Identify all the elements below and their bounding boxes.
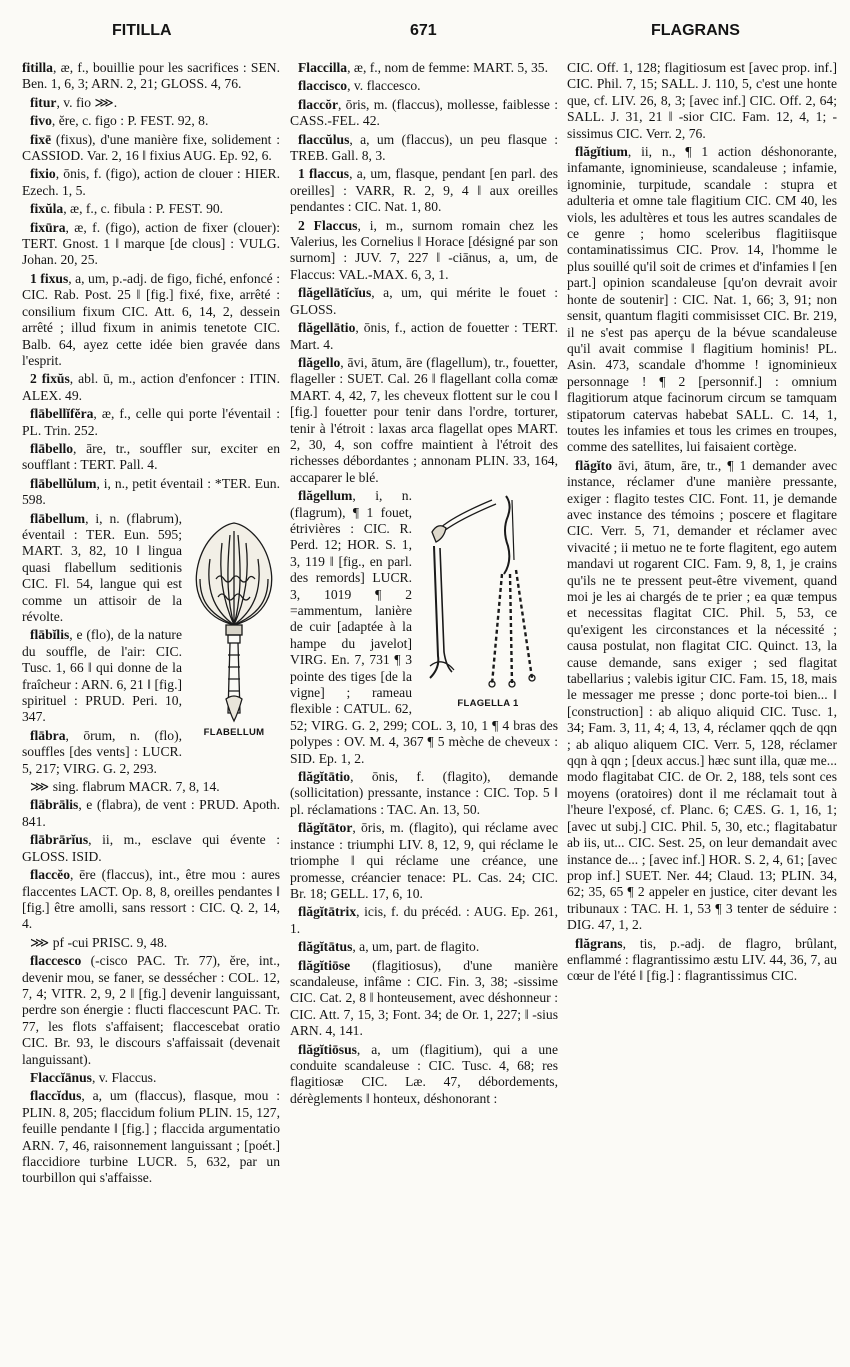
entry: fitilla, æ, f., bouillie pour les sacrifices : SEN. Ben. 1, 6, 3; ARN. 2, 21; GLOSS. 4, 76. (22, 60, 280, 92)
entry: flaccŭlus, a, um (flaccus), un peu flasque : TREB. Gall. 8, 3. (290, 131, 558, 164)
flabellum-illustration (188, 513, 280, 743)
entry: flăgĭtātus, a, um, part. de flagito. (298, 939, 480, 955)
entry: fitur, v. fio ⋙. (30, 94, 118, 110)
entry: flăgellātĭcĭus, a, um, qui mérite le fouet : GLOSS. (290, 285, 558, 317)
page-number: 671 (410, 22, 437, 39)
entry: 1 fixus, a, um, p.-adj. de figo, fiché, enfoncé : CIC. Rab. Post. 25 ‖ [fig.] fixé, fixe, arrêté : consilium fixum CIC. Att. 6, 14, 2, dessein arrêté ; illud fixum in animis tenetote CIC. Balb. 64, ayez cette idée bien gravée dans l'esprit. (22, 270, 280, 368)
entry: ⋙ sing. flabrum MACR. 7, 8, 14. (30, 779, 220, 795)
entry: flăgĭtium, ii, n., ¶ 1 action déshonorante, infamante, ignominieuse, scandaleuse ; infamie, ignominie, turpitude, scandale : stupra et adulteria et omne tale flagitium CIC. CM 40, les viols, les adultères et tous les autres scandales de ce genre ; homo sceleribus flagitiisque contaminatissimus CIC. Prov. 14, l'homme le plus souillé qu'il soit de crimes et d'infamies ‖ [en part.] opinion scandaleuse [qu'on devrait avoir honte de soutenir] : CIC. Nat. 1, 66; 3, 91; non sensit, quantum flagiti commisisset CIC. Br. 219, il ne s'est pas aperçu de la bévue scandaleuse qu'il avait commise ‖ flagitium hominis! PL. Asin. 473, scandale d'homme ! ignominieux personnage ! ¶ 2 [personnif.] : omnium flagitiorum atque facinorum circum se tamquam stipatorum catervas habebat SALL. C. 14, 1, toutes les infamies et tous les crimes en troupes, comme des satellites, lui faisaient cortège. (567, 144, 837, 455)
entry: fixŭla, æ, f., c. fibula : P. FEST. 90. (30, 201, 224, 217)
entry: flăgĭtātor, ōris, m. (flagito), qui réclame avec instance : triumphi LIV. 8, 12, 9, qui réclame le triomphe ‖ qui réclame une créance, une promesse, créancier tenace: PL. Cas. 24; CIC. Br. 18; GELL. 17, 6, 10. (290, 820, 558, 901)
entry: 1 flaccus, a, um, flasque, pendant [en parl. des oreilles] : VARR, R. 2, 9, 4 ‖ aux oreilles pendantes : CIC. Nat. 1, 80. (290, 166, 558, 215)
entry: flăgellum, i, n. (flagrum), ¶ 1 fouet, étrivières : CIC. R. Perd. 12; HOR. S. 1, 3, 119 ‖ [fig., en parl. des remords] LUCR. 3, 1019 ¶ 2 =ammentum, lanière de cuir [adaptée à la hampe du javelot] VIRG. En. 7, 731 ¶ 3 pointe des tiges [de la vigne] ; rameau flexible : CATUL. 62, 52; VIRG. G. 2, 299; COL. 3, 10, 1 ¶ 4 bras des polypes : OV. M. 4, 367 ¶ 5 mèche de cheveux : SID. Ep. 1, 2. (290, 488, 558, 766)
entry: flābellĭfĕra, æ, f., celle qui porte l'éventail : PL. Trin. 252. (22, 406, 280, 438)
page-header (0, 22, 850, 46)
entry: fivo, ĕre, c. figo : P. FEST. 92, 8. (30, 113, 209, 129)
entry: fixē (fixus), d'une manière fixe, solidement : CASSIOD. Var. 2, 16 ‖ fixius AUG. Ep. 92, 6. (22, 131, 280, 164)
column-3 (567, 60, 837, 987)
entry: flaccĭdus, a, um (flaccus), flasque, mou : PLIN. 8, 205; flaccidum folium PLIN. 15, 127, feuille pendante ‖ [fig.] ; flaccida argumentatio ARN. 7, 46, raisonnement languissant ; [poét.] flaccidiore turbine LUCR. 5, 632, par un tourbillon qui s'affaisse. (22, 1088, 280, 1186)
entry: flābello, āre, tr., souffler sur, exciter en soufflant : TERT. Pall. 4. (22, 440, 280, 473)
entry: fixio, ōnis, f. (figo), action de clouer : HIER. Ezech. 1, 5. (22, 166, 280, 198)
entry: flābra, ōrum, n. (flo), souffles [des vents] : LUCR. 5, 217; VIRG. G. 2, 293. (22, 727, 182, 776)
entry: flăgĭtātrix, icis, f. du précéd. : AUG. Ep. 261, 1. (290, 904, 558, 936)
entry: flăgellātio, ōnis, f., action de fouetter : TERT. Mart. 4. (290, 320, 558, 352)
flagella-illustration (418, 490, 558, 712)
entry: flaccŏr, ōris, m. (flaccus), mollesse, faiblesse : CASS.-FEL. 42. (290, 96, 558, 129)
entry: flăgello, āvi, ātum, āre (flagellum), tr., fouetter, flageller : SUET. Cal. 26 ‖ flagellant colla comæ MART. 4, 42, 7, les cheveux flottent sur le cou ‖ [fig.] fouetter pour tenir dans l'ordre, torturer, tenir à l'étroit : laxas arca flagellat opes MART. 2, 30, 4, son coffre maintient à l'étroit des richesses débordantes ; annonam PLIN. 33, 164, accaparer le blé. (290, 354, 558, 485)
entry: ⋙ pf -cui PRISC. 9, 48. (30, 934, 168, 950)
entry: fixūra, æ, f. (figo), action de fixer (clouer): TERT. Gnost. 1 ‖ marque [de clous] : VULG. Johan. 20, 25. (22, 219, 280, 268)
entry: flăgĭtiōse (flagitiosus), d'une manière scandaleuse, infâme : CIC. Fin. 3, 38; -sissime CIC. Cat. 2, 8 ‖ honteusement, avec déshonneur : CIC. Att. 7, 15, 3; Font. 34; de Or. 1, 227; ‖ -sius ARN. 4, 141. (290, 957, 558, 1039)
flagella-caption: FLAGELLA 1 (457, 698, 519, 710)
entry: flaccĕo, ēre (flaccus), int., être mou : aures flaccentes LACT. Op. 8, 8, oreilles pendantes ‖ [fig.] être amolli, sans ressort : CIC. Q. 2, 14, 4. (22, 867, 280, 932)
entry: CIC. Off. 1, 128; flagitiosum est [avec prop. inf.] CIC. Phil. 7, 15; SALL. J. 110, 5, c'est une honte que, cf. LIV. 26, 8, 3; [avec inf.] CIC. Off. 2, 64; SALL. J. 31, 21 ‖ -sior CIC. Fam. 12, 4, 1; -sissimus CIC. Verr. 2, 76. (567, 60, 837, 141)
entry: flăgĭtātio, ōnis, f. (flagito), demande (sollicitation) pressante, instance : CIC. Top. 5 ‖ pl. réclamations : TAC. An. 13, 50. (290, 769, 558, 817)
entry: flaccesco (-cisco PAC. Tr. 77), ĕre, int., devenir mou, se faner, se dessécher : COL. 12, 7, 4; VITR. 2, 9, 2 ‖ [fig.] devenir languissant, perdre son énergie : flucti flaccescunt PAC. Tr. 77, les flots s'affaisent; flaccescebat oratio CIC. Br. 93, le discours s'affaissait (devenait languissant). (22, 953, 280, 1067)
entry: flăgrans, tis, p.-adj. de flagro, brûlant, enflammé : flagrantissimo æstu LIV. 44, 36, 7, au cœur de l'été ‖ [fig.] : flagrantissimus CIC. (567, 935, 837, 984)
entry: flăgĭto āvi, ātum, āre, tr., ¶ 1 demander avec instance, réclamer d'une manière pressante, exiger : flagito testes CIC. Font. 11, je demande avec instance des témoins ; poscere et flagitare CIC. Verr. 5, 71, demander et réclamer avec vivacité ; ii metuo ne te forte flagitent, ego autem mandavi ut rogarent CIC. Fam. 9, 8, 1, je crains qu'ils ne te pressent peut-être vivement, quand moi je les ai chargés de te prier ; ea quæ tempus et necessitas flagitat CIC. Phil. 5, 53, ce qu'exigent les circonstances et la nécessité ; causa postulat, non flagitat CIC. Quinct. 13, la cause demande, sans exiger ; sed flagitat tabellarius ; valebis igitur CIC. Fam. 15, 18, mais le messager me presse ; donc porte-toi bien... ‖ [construction] : ab aliquo aliquid CIC. Tusc. 1, 34; Fam. 3, 11, 4; 4, 13, 4, réclamer qqch de qqn ; ab aliquo aliquem CIC. Verr. 5, 128, réclamer qqn à qqn ; [deux accus.] hæc sunt illa, quæ me... modo flagitabat CIC. de Or. 2, 188, tels sont ces moyens (oratoires) dont il me réclamait tout à l'heure l'exposé, cf. Planc. 6; CÆS. G. 1, 16, 1; [avec ut subj.] CIC. Phil. 5, 30, etc.; flagitabatur ab iis, ut... CIC. Sest. 25, on leur demandait avec instance de... ; [avec inf.] HOR. S. 2, 4, 61; [avec prop inf.] SUET. Ner. 44; Claud. 13; PLIN. 34, 62; 35, 65 ¶ 2 appeler en justice, citer devant les tribunaux : TAC. H. 1, 53 ¶ 3 tenter de séduire : DIG. 47, 1, 2. (567, 457, 837, 933)
flagella-drawing (418, 490, 558, 696)
entry: 2 fixŭs, abl. ū, m., action d'enfoncer : ITIN. ALEX. 49. (22, 371, 280, 403)
header-left-guideword: FITILLA (112, 22, 172, 39)
entry: flābĭlis, e (flo), de la nature du souffle, de l'air: CIC. Tusc. 1, 66 ‖ qui donne de la fraîcheur : ARN. 6, 21 ‖ [fig.] spirituel : PRUD. Peri. 10, 347. (22, 627, 182, 725)
flabellum-drawing (188, 513, 280, 725)
entry: flaccisco, v. flaccesco. (298, 78, 421, 94)
entry: flābellum, i, n. (flabrum), éventail : TER. Eun. 595; MART. 3, 82, 10 ‖ lingua quasi flabellum seditionis CIC. Fl. 54, langue qui est comme un attisoir de la révolte. (22, 510, 182, 624)
entry: Flaccĭānus, v. Flaccus. (30, 1069, 157, 1085)
entry: Flaccilla, æ, f., nom de femme: MART. 5, 35. (298, 60, 549, 75)
entry: flābrālis, e (flabra), de vent : PRUD. Apoth. 841. (22, 797, 280, 829)
flabellum-caption: FLABELLUM (203, 726, 265, 738)
column-1 (22, 60, 280, 1189)
column-2 (290, 60, 558, 1109)
entry: flābellŭlum, i, n., petit éventail : *TER. Eun. 598. (22, 475, 280, 508)
entry: flābrārĭus, ii, m., esclave qui évente : GLOSS. ISID. (22, 832, 280, 864)
entry: flăgĭtiōsus, a, um (flagitium), qui a une conduite scandaleuse : CIC. Tusc. 4, 68; res flagitiosæ CIC. Læ. 47, débordements, dérèglements ‖ honteux, déshonorant : (290, 1041, 558, 1106)
header-right-guideword: FLAGRANS (651, 22, 740, 39)
entry: 2 Flaccus, i, m., surnom romain chez les Valerius, les Cornelius ‖ Horace [désigné par son surnom] : JUV. 7, 227 ‖ -ciānus, a, um, de Flaccus: VAL.-MAX. 6, 3, 1. (290, 217, 558, 282)
